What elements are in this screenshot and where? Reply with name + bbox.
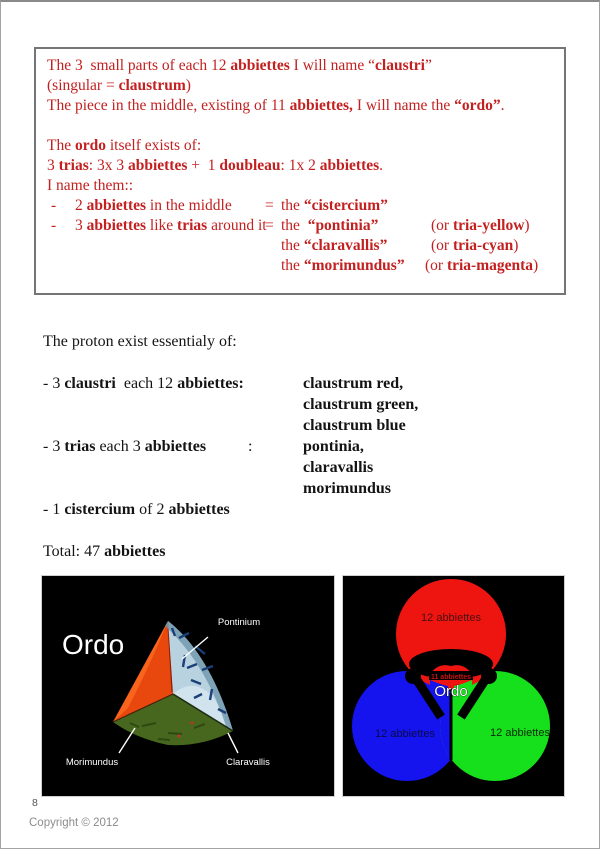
claravallis-label: Claravallis bbox=[226, 757, 270, 768]
text-run: claustrum blue bbox=[303, 417, 406, 434]
text-run: ) bbox=[524, 217, 530, 234]
text-line bbox=[47, 196, 564, 216]
text-run: in the middle bbox=[146, 197, 232, 214]
text-run: abbiettes: bbox=[177, 375, 244, 392]
text-column bbox=[43, 373, 244, 394]
green-circle-label: 12 abbiettes bbox=[490, 727, 550, 739]
text-line bbox=[43, 457, 573, 478]
text-line bbox=[43, 520, 573, 541]
text-run: “morimundus” bbox=[303, 257, 405, 274]
text-line bbox=[47, 176, 564, 196]
text-line bbox=[47, 216, 564, 236]
text-run: . bbox=[500, 97, 505, 114]
text-run: abbiettes bbox=[230, 57, 290, 74]
figure-title: Ordo bbox=[62, 629, 125, 660]
text-line bbox=[43, 541, 573, 562]
text-run: I name them:: bbox=[47, 177, 134, 194]
proton-section bbox=[43, 331, 573, 562]
text-column bbox=[43, 331, 237, 352]
text-run: morimundus bbox=[303, 480, 392, 497]
copyright-notice: Copyright © 2012 bbox=[29, 817, 119, 829]
rgb-circles-figure bbox=[342, 575, 565, 797]
text-run: The piece in the middle, existing of 11 bbox=[47, 97, 290, 114]
text-run: I will name “ bbox=[289, 57, 376, 74]
text-column bbox=[431, 236, 518, 256]
text-run: “pontinia” bbox=[307, 217, 379, 234]
text-line bbox=[43, 352, 573, 373]
text-run: - 3 bbox=[43, 438, 65, 455]
text-run: : 3x 3 bbox=[88, 157, 128, 174]
text-column bbox=[265, 196, 274, 216]
text-run: The proton exist essentialy of: bbox=[43, 333, 237, 350]
text-run: each 3 bbox=[95, 438, 145, 455]
text-column bbox=[51, 216, 56, 236]
text-run: the bbox=[281, 197, 304, 214]
text-column bbox=[281, 236, 387, 256]
text-run: ) bbox=[513, 237, 519, 254]
text-line bbox=[47, 96, 564, 116]
text-run: The bbox=[47, 137, 75, 154]
text-run: claustri bbox=[375, 57, 425, 74]
red-circle-label: 12 abbiettes bbox=[421, 612, 481, 624]
text-column bbox=[47, 156, 383, 176]
text-run: tria-yellow bbox=[452, 217, 525, 234]
text-run: ) bbox=[185, 77, 191, 94]
text-column bbox=[47, 96, 504, 116]
text-column bbox=[281, 216, 378, 236]
red-note-box bbox=[34, 47, 566, 295]
text-column bbox=[43, 541, 165, 562]
text-run: - 3 bbox=[43, 375, 65, 392]
text-run: trias bbox=[177, 217, 208, 234]
text-line bbox=[47, 76, 564, 96]
text-column bbox=[281, 256, 405, 276]
ordo-center-title: Ordo bbox=[434, 683, 468, 700]
text-run: Total: 47 bbox=[43, 543, 105, 560]
ordo-tetrahedron-figure bbox=[41, 575, 335, 797]
text-line bbox=[47, 136, 564, 156]
blue-circle-label: 12 abbiettes bbox=[375, 728, 435, 740]
red-speck bbox=[191, 722, 194, 725]
text-run: the bbox=[281, 217, 308, 234]
text-run: - bbox=[51, 217, 57, 234]
text-column bbox=[303, 373, 403, 394]
text-run: abbiettes bbox=[168, 501, 230, 518]
text-column bbox=[431, 216, 530, 236]
text-run: claustrum bbox=[118, 77, 186, 94]
text-run: abbiettes bbox=[319, 157, 380, 174]
text-run: + 1 bbox=[187, 157, 220, 174]
text-run: The 3 small parts of each 12 bbox=[47, 57, 231, 74]
text-line bbox=[47, 56, 564, 76]
text-line bbox=[43, 478, 573, 499]
text-column bbox=[47, 56, 432, 76]
rgb-circles-svg bbox=[343, 576, 562, 794]
text-run: abbiettes bbox=[127, 157, 188, 174]
text-run: trias bbox=[58, 157, 89, 174]
text-run: ) bbox=[533, 257, 539, 274]
text-column bbox=[303, 394, 418, 415]
text-run: I will name the bbox=[352, 97, 455, 114]
text-line bbox=[47, 236, 564, 256]
text-run: claravallis bbox=[303, 459, 374, 476]
text-column bbox=[303, 436, 364, 457]
text-column bbox=[47, 176, 133, 196]
text-column bbox=[75, 196, 232, 216]
tetrahedron-svg bbox=[42, 576, 332, 794]
text-run: abbiettes, bbox=[289, 97, 353, 114]
text-run: “cistercium” bbox=[303, 197, 388, 214]
text-run: = bbox=[265, 197, 274, 214]
text-line bbox=[43, 436, 573, 457]
text-run: “claravallis” bbox=[303, 237, 388, 254]
ordo-count-label: 11 abbiettes bbox=[430, 674, 472, 681]
text-run: claustrum green, bbox=[303, 396, 419, 413]
text-line bbox=[43, 415, 573, 436]
text-run: : bbox=[248, 438, 253, 455]
text-line bbox=[47, 256, 564, 276]
text-run: 3 bbox=[75, 217, 87, 234]
pontinium-label: Pontinium bbox=[217, 617, 261, 628]
text-run: : 1x 2 bbox=[280, 157, 320, 174]
text-line bbox=[43, 499, 573, 520]
text-line bbox=[43, 331, 573, 352]
morimundus-label: Morimundus bbox=[65, 757, 119, 768]
text-line bbox=[47, 156, 564, 176]
text-run: abbiettes bbox=[144, 438, 207, 455]
text-column bbox=[43, 499, 230, 520]
text-run: trias bbox=[64, 438, 96, 455]
text-run: the bbox=[281, 257, 304, 274]
text-line bbox=[43, 373, 573, 394]
text-run: cistercium bbox=[64, 501, 136, 518]
text-run: (or bbox=[431, 217, 453, 234]
text-column bbox=[248, 436, 252, 457]
text-line bbox=[47, 116, 564, 136]
text-run: - 1 bbox=[43, 501, 65, 518]
text-column bbox=[303, 457, 373, 478]
text-run: itself exists of: bbox=[105, 137, 202, 154]
text-run: claustrum red, bbox=[303, 375, 404, 392]
text-run: ” bbox=[424, 57, 432, 74]
text-run: 2 bbox=[75, 197, 87, 214]
text-column bbox=[75, 216, 267, 236]
text-run: pontinia, bbox=[303, 438, 364, 455]
text-run: tria-magenta bbox=[446, 257, 534, 274]
text-run: doubleau bbox=[219, 157, 281, 174]
text-run: each 12 bbox=[115, 375, 178, 392]
text-run: the bbox=[281, 237, 304, 254]
text-run: of 2 bbox=[135, 501, 169, 518]
text-run: abbiettes bbox=[86, 197, 147, 214]
text-run: like bbox=[146, 217, 178, 234]
text-column bbox=[51, 196, 56, 216]
text-run: “ordo” bbox=[454, 97, 501, 114]
text-run: = bbox=[265, 217, 274, 234]
text-line bbox=[43, 394, 573, 415]
text-column bbox=[425, 256, 538, 276]
text-run: (singular = bbox=[47, 77, 119, 94]
text-column bbox=[47, 76, 191, 96]
page-number: 8 bbox=[32, 797, 38, 809]
text-run: abbiettes bbox=[86, 217, 147, 234]
text-run: 3 bbox=[47, 157, 59, 174]
red-speck bbox=[178, 735, 181, 738]
text-run: - bbox=[51, 197, 57, 214]
text-run: ordo bbox=[74, 137, 106, 154]
text-column bbox=[265, 216, 274, 236]
text-column bbox=[281, 196, 388, 216]
text-run: (or bbox=[425, 257, 447, 274]
text-run: . bbox=[379, 157, 384, 174]
text-column bbox=[43, 436, 206, 457]
text-run: around it bbox=[207, 217, 267, 234]
text-run: tria-cyan bbox=[452, 237, 514, 254]
text-column bbox=[303, 478, 391, 499]
text-column bbox=[303, 415, 406, 436]
text-run: claustri bbox=[64, 375, 116, 392]
text-run: (or bbox=[431, 237, 453, 254]
text-column bbox=[47, 136, 201, 156]
text-run: abbiettes bbox=[104, 543, 166, 560]
